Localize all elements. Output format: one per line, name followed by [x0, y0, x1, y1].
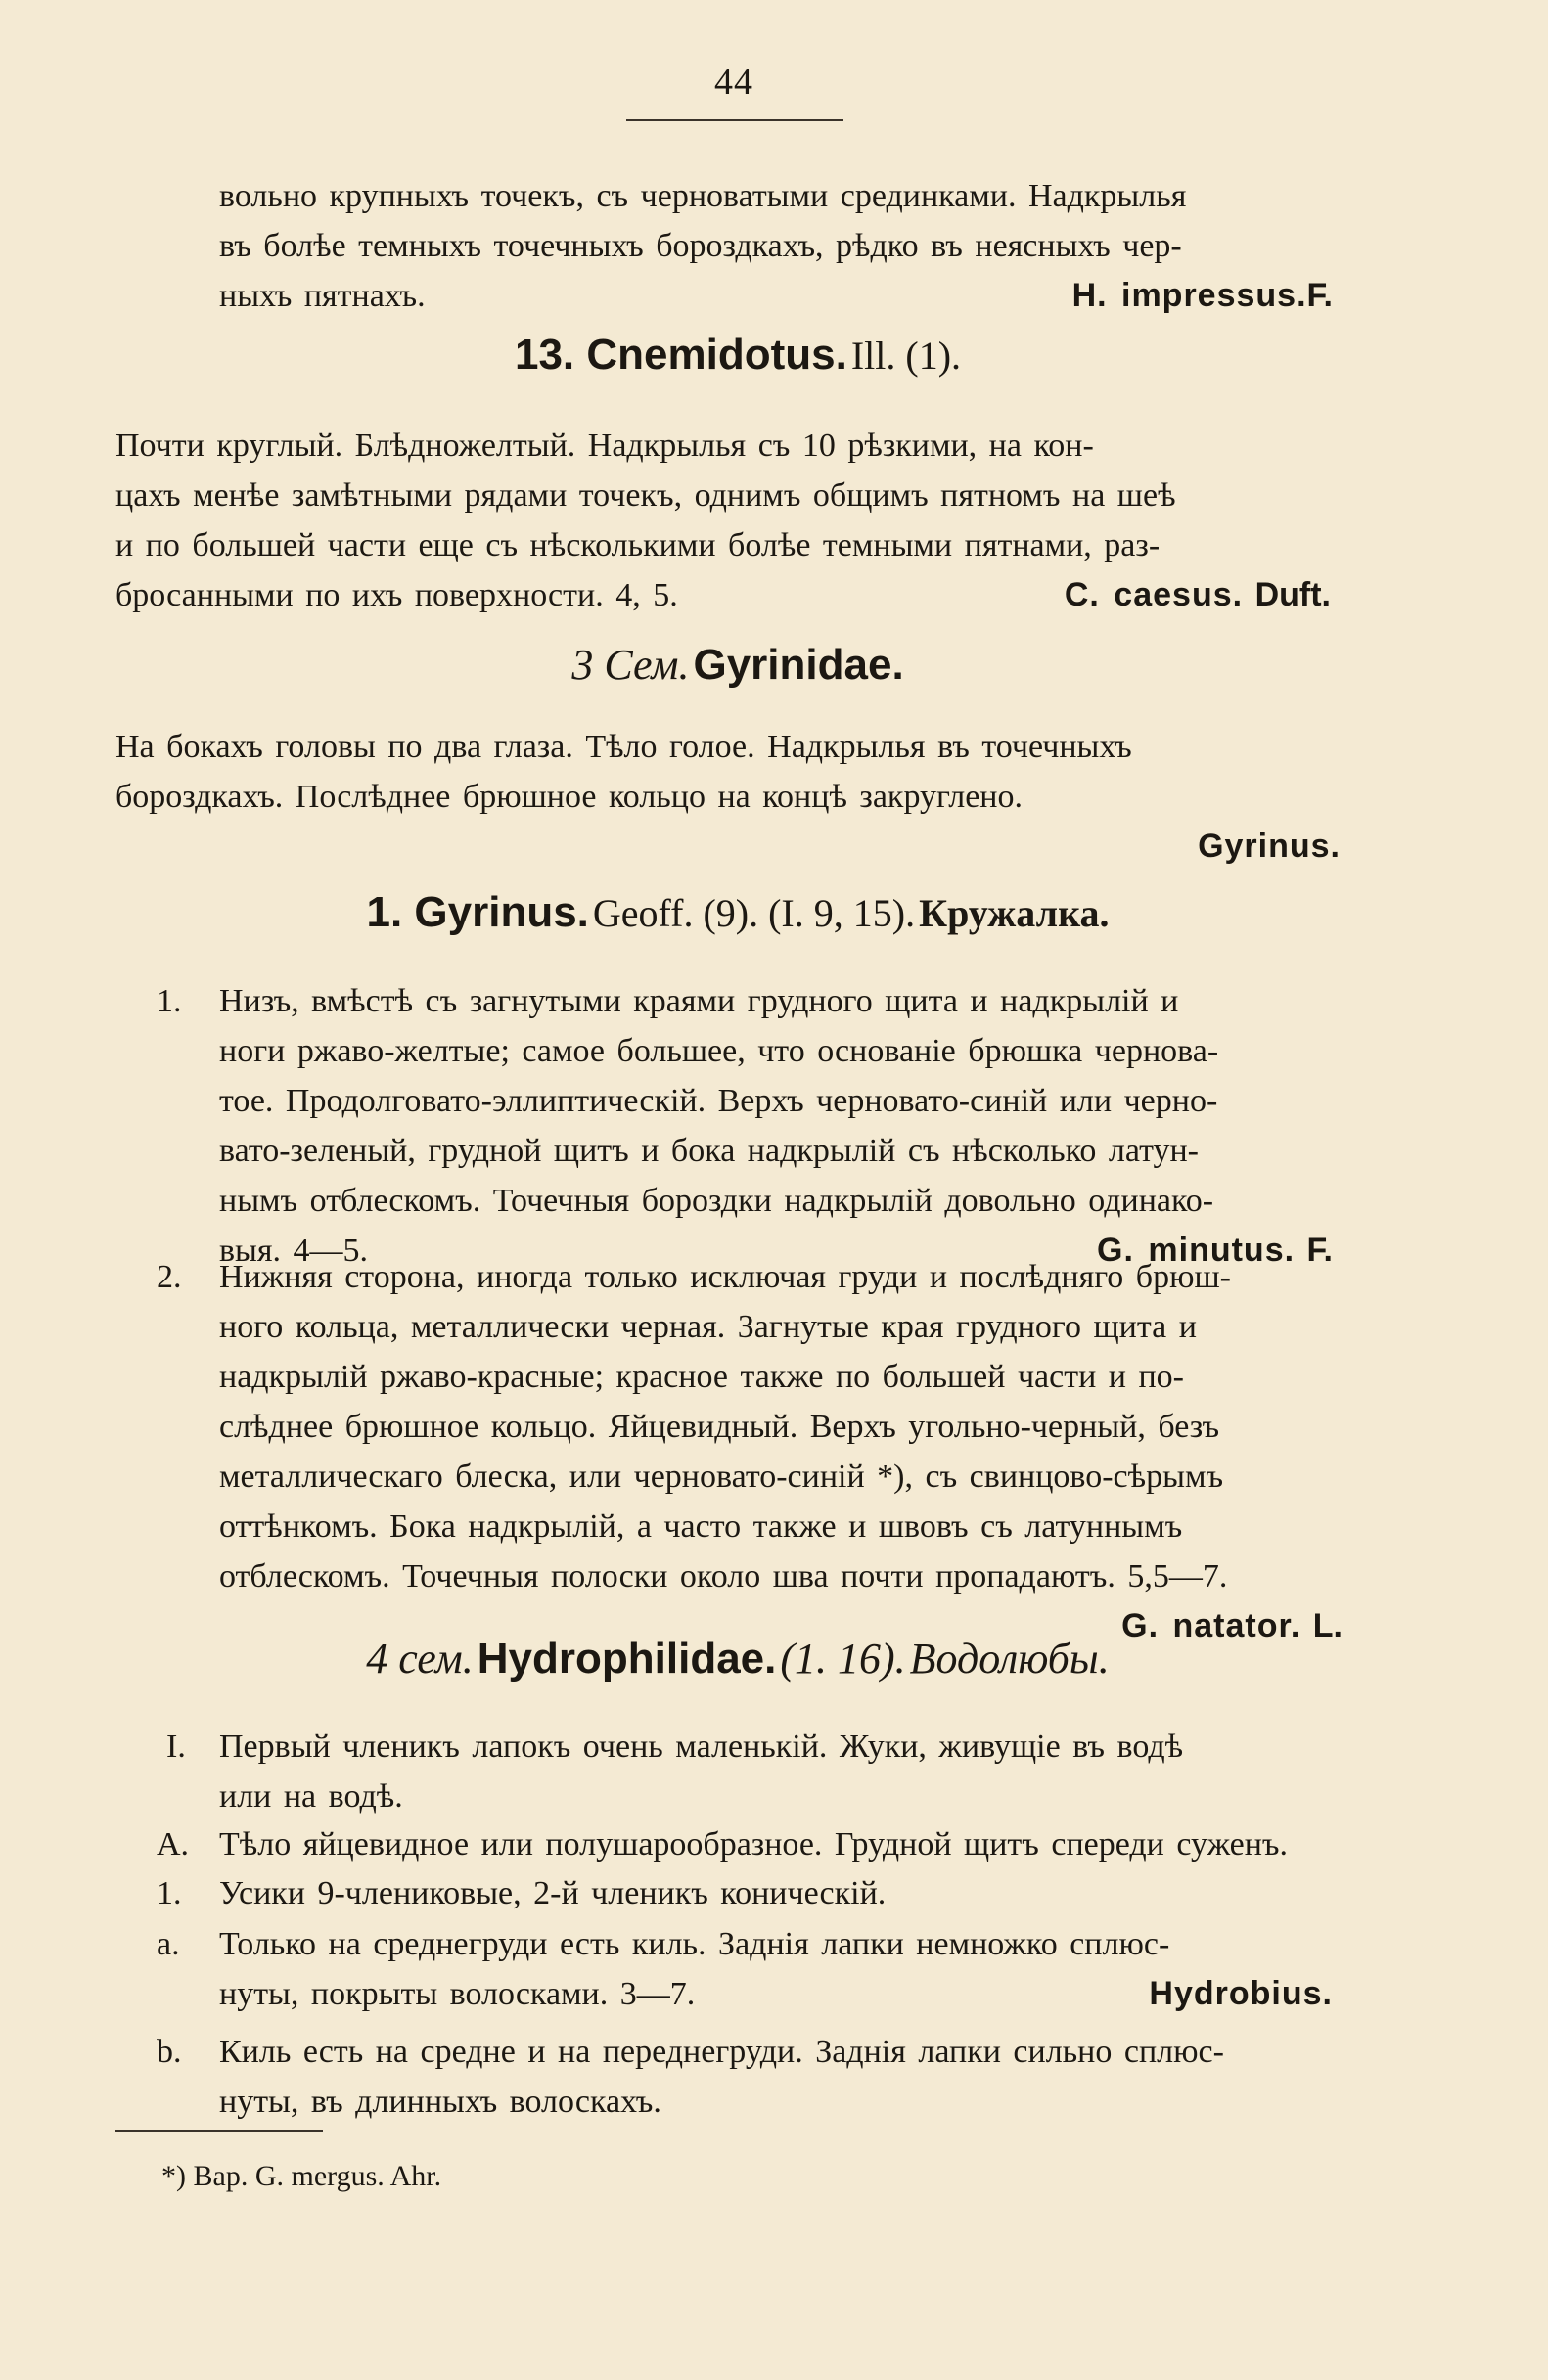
- text-line: Первый членикъ лапокъ очень маленькій. Жуки, живущіе въ водѣ: [219, 1729, 1184, 1765]
- species-name: H. impressus.: [1071, 277, 1307, 314]
- text-line: слѣднее брюшное кольцо. Яйцевидный. Верхъ угольно-черный, безъ: [219, 1409, 1220, 1445]
- species-author: F.: [1306, 1232, 1333, 1269]
- text-line: Тѣло яйцевидное или полушарообразное. Грудной щитъ спереди суженъ.: [219, 1826, 1288, 1863]
- genus-heading-13: [115, 331, 1360, 380]
- text-line: и по большей части еще съ нѣсколькими болѣе темными пятнами, раз-: [115, 527, 1161, 563]
- text-line: въ болѣе темныхъ точечныхъ бороздкахъ, рѣдко въ неясныхъ чер-: [219, 228, 1182, 264]
- genus-title: 13. Cnemidotus.: [514, 331, 847, 379]
- entry-number: 1.: [157, 983, 182, 1019]
- entry-number: 2.: [157, 1259, 182, 1295]
- key-item-I: [219, 1722, 1362, 1821]
- genus-ref: Geoff. (9). (I. 9, 15).: [592, 891, 916, 935]
- text-line: нуты, въ длинныхъ волоскахъ.: [219, 2084, 661, 2120]
- genus-title: 1. Gyrinus.: [366, 888, 589, 936]
- text-line: ныхъ пятнахъ.: [219, 278, 426, 314]
- text-line: Усики 9-члениковые, 2-й членикъ коническій.: [219, 1875, 887, 1911]
- footnote-text: Вар. G. mergus. Ahr.: [193, 2160, 442, 2192]
- key-item-a: [219, 1919, 1362, 2019]
- cnemidotus-description: [115, 421, 1360, 620]
- genus-heading-1: [115, 888, 1360, 937]
- header-rule: [626, 119, 843, 121]
- family-heading-3: [115, 640, 1360, 690]
- key-number: 1.: [157, 1875, 182, 1911]
- species-author: Duft.: [1254, 576, 1331, 613]
- family-prefix: 3 Сем.: [571, 641, 690, 689]
- footnote-rule: [115, 2130, 323, 2132]
- text-line: или на водѣ.: [219, 1778, 403, 1815]
- text-line: Только на среднегруди есть киль. Заднія лапки немножко сплюс-: [219, 1926, 1170, 1962]
- text-line: бороздкахъ. Послѣднее брюшное кольцо на концѣ закруглено.: [115, 779, 1023, 815]
- genus-name: Gyrinus.: [1198, 828, 1341, 865]
- text-line: ного кольца, металлически черная. Загнутые края грудного щита и: [219, 1309, 1197, 1345]
- family-russian-name: Водолюбы.: [909, 1635, 1110, 1683]
- species-ref: [1072, 271, 1333, 321]
- text-line: вато-зеленый, грудной щитъ и бока надкрылій съ нѣсколько латун-: [219, 1133, 1199, 1169]
- page-number: 44: [714, 62, 753, 103]
- text-line-row: [219, 271, 1362, 321]
- intro-paragraph: [219, 171, 1362, 321]
- text-line: бросанными по ихъ поверхности. 4, 5.: [115, 577, 678, 613]
- family-ref: (1. 16).: [780, 1635, 906, 1683]
- text-line: оттѣнкомъ. Бока надкрылій, а часто также и швовъ съ латуннымъ: [219, 1508, 1183, 1545]
- genus-russian-name: Кружалка.: [919, 891, 1110, 935]
- footnote: [161, 2160, 441, 2193]
- species-name: C. caesus.: [1064, 576, 1244, 613]
- text-line: металлическаго блеска, или черновато-синій *), съ свинцово-сѣрымъ: [219, 1459, 1224, 1495]
- text-line-row: [115, 570, 1360, 620]
- family-name: Gyrinidae.: [693, 641, 904, 689]
- gyrinidae-description: [115, 722, 1360, 872]
- species-name: G. natator.: [1121, 1607, 1301, 1644]
- species-author: F.: [1306, 277, 1333, 314]
- species-ref: [1065, 570, 1331, 620]
- text-line: Низъ, вмѣстѣ съ загнутыми краями грудного щита и надкрылій и: [219, 983, 1179, 1019]
- text-line-row: [115, 822, 1360, 872]
- text-line: тое. Продолговато-эллиптическій. Верхъ черновато-синій или черно-: [219, 1083, 1218, 1119]
- text-line: На бокахъ головы по два глаза. Тѣло голое. Надкрылья въ точечныхъ: [115, 729, 1132, 765]
- key-number: A.: [157, 1826, 190, 1863]
- text-line: надкрылій ржаво-красные; красное также по большей части и по-: [219, 1359, 1185, 1395]
- entry-natator: [219, 1252, 1362, 1651]
- text-line: Киль есть на средне и на переднегруди. Заднія лапки сильно сплюс-: [219, 2034, 1224, 2070]
- genus-name: Hydrobius.: [1149, 1975, 1333, 2012]
- key-number: I.: [166, 1729, 186, 1765]
- text-line: отблескомъ. Точечныя полоски около шва почти пропадаютъ. 5,5—7.: [219, 1558, 1228, 1594]
- family-name: Hydrophilidae.: [477, 1635, 777, 1683]
- text-line: ноги ржаво-желтые; самое большее, что основаніе брюшка чернова-: [219, 1033, 1219, 1069]
- text-line: нуты, покрыты волосками. 3—7.: [219, 1976, 696, 2012]
- text-line: цахъ менѣе замѣтными рядами точекъ, однимъ общимъ пятномъ на шеѣ: [115, 477, 1176, 514]
- species-name: G. minutus.: [1097, 1232, 1296, 1269]
- key-item-A: [219, 1819, 1362, 1869]
- text-line: нымъ отблескомъ. Точечныя бороздки надкрылій довольно одинако-: [219, 1183, 1214, 1219]
- text-line: вольно крупныхъ точекъ, съ черноватыми срединками. Надкрылья: [219, 178, 1187, 214]
- key-item-1: [219, 1868, 1362, 1918]
- text-line: Почти круглый. Блѣдножелтый. Надкрылья съ 10 рѣзкими, на кон-: [115, 427, 1094, 464]
- footnote-mark: *): [161, 2160, 186, 2192]
- key-item-b: [219, 2027, 1362, 2127]
- text-line: Нижняя сторона, иногда только исключая груди и послѣдняго брюш-: [219, 1259, 1232, 1295]
- key-number: a.: [157, 1926, 180, 1962]
- genus-ref: Ill. (1).: [850, 334, 962, 378]
- species-author: L.: [1312, 1607, 1343, 1644]
- text-line-row: [219, 1969, 1362, 2019]
- family-prefix: 4 сем.: [366, 1635, 474, 1683]
- family-heading-4: [115, 1634, 1360, 1684]
- entry-minutus: [219, 976, 1362, 1276]
- text-line: выя. 4—5.: [219, 1233, 369, 1269]
- key-number: b.: [157, 2034, 182, 2070]
